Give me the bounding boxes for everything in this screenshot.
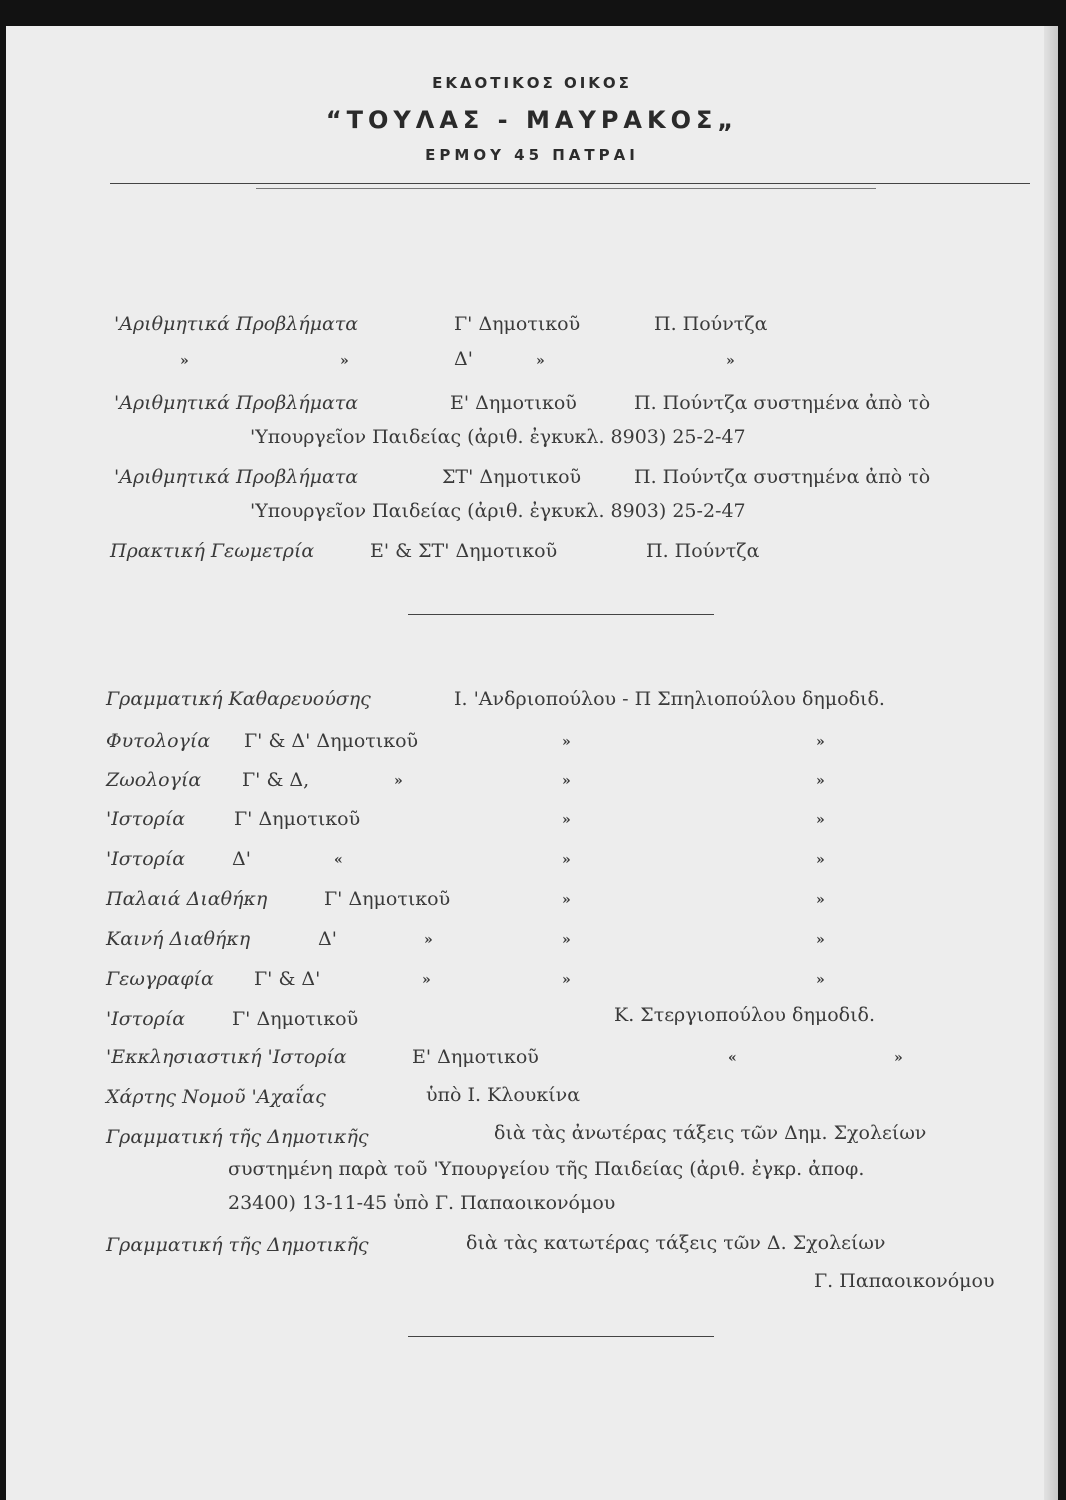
book-title: Γραμματική τῆς Δημοτικῆς xyxy=(106,1234,369,1256)
book-description: διὰ τὰς κατωτέρας τάξεις τῶν Δ. Σχολείων xyxy=(466,1232,886,1254)
ditto-mark: » xyxy=(562,734,571,750)
section-divider xyxy=(408,1336,714,1337)
book-grade: Δ' xyxy=(232,848,251,870)
ditto-mark: » xyxy=(894,1050,903,1066)
publisher-label: ΕΚΔΟΤΙΚΟΣ ΟΙΚΟΣ xyxy=(432,74,632,92)
ditto-mark: » xyxy=(816,734,825,750)
book-author: Γ. Παπαοικονόμου xyxy=(814,1270,995,1292)
header-divider xyxy=(110,183,1030,184)
book-title: 'Αριθμητικά Προβλήματα xyxy=(114,466,359,488)
book-grade: Ε' Δημοτικοῦ xyxy=(412,1046,539,1068)
book-approval: 'Υπουργεῖον Παιδείας (ἀριθ. ἐγκυκλ. 8903) 25-2-47 xyxy=(250,500,746,522)
book-grade: ΣΤ' Δημοτικοῦ xyxy=(442,466,582,488)
ditto-mark: » xyxy=(562,812,571,828)
book-author: Π. Πούντζα xyxy=(646,540,760,562)
book-title: 'Εκκλησιαστική 'Ιστορία xyxy=(106,1046,347,1068)
book-author: Ι. 'Ανδριοπούλου - Π Σπηλιοπούλου δημοδιδ. xyxy=(454,688,885,710)
ditto-mark: » xyxy=(816,892,825,908)
book-author: Π. Πούντζα συστημένα ἀπὸ τὸ xyxy=(634,466,931,488)
book-title: Καινή Διαθήκη xyxy=(106,928,251,950)
book-author: 23400) 13-11-45 ὑπὸ Γ. Παπαοικονόμου xyxy=(228,1192,616,1214)
book-grade: Δ' xyxy=(454,348,473,370)
ditto-mark: » xyxy=(562,972,571,988)
book-grade: Γ' & Δ' Δημοτικοῦ xyxy=(244,730,419,752)
ditto-mark: » xyxy=(816,773,825,789)
book-approval: 'Υπουργεῖον Παιδείας (ἀριθ. ἐγκυκλ. 8903) 25-2-47 xyxy=(250,426,746,448)
ditto-mark: » xyxy=(726,353,735,369)
book-grade: Γ' Δημοτικοῦ xyxy=(234,808,361,830)
book-grade: Γ' Δημοτικοῦ xyxy=(454,313,581,335)
book-title: Γραμματική τῆς Δημοτικῆς xyxy=(106,1126,369,1148)
ditto-mark: » xyxy=(422,972,431,988)
publisher-address: ΕΡΜΟΥ 45 ΠΑΤΡΑΙ xyxy=(425,146,639,164)
publisher-name: “ΤΟΥΛΑΣ - ΜΑΥΡΑΚΟΣ„ xyxy=(325,106,739,134)
ditto-mark: » xyxy=(816,852,825,868)
ditto-mark: » xyxy=(816,812,825,828)
book-title: 'Αριθμητικά Προβλήματα xyxy=(114,392,359,414)
book-title: 'Ιστορία xyxy=(106,808,186,830)
book-title: Φυτολογία xyxy=(106,730,211,752)
book-grade: Ε' & ΣΤ' Δημοτικοῦ xyxy=(370,540,558,562)
book-title: Γεωγραφία xyxy=(106,968,214,990)
book-description: διὰ τὰς ἀνωτέρας τάξεις τῶν Δημ. Σχολείων xyxy=(494,1122,927,1144)
book-author: ὑπὸ Ι. Κλουκίνα xyxy=(426,1084,581,1106)
book-title: Χάρτης Νομοῦ 'Αχαΐας xyxy=(106,1086,326,1108)
ditto-mark: » xyxy=(394,773,403,789)
book-title: 'Ιστορία xyxy=(106,1008,186,1030)
book-grade: Ε' Δημοτικοῦ xyxy=(450,392,577,414)
book-grade: Γ' & Δ' xyxy=(254,968,321,990)
book-author: Π. Πούντζα xyxy=(654,313,768,335)
book-grade: Γ' Δημοτικοῦ xyxy=(324,888,451,910)
book-page xyxy=(6,26,1058,1500)
ditto-mark: « xyxy=(728,1050,737,1066)
ditto-mark: » xyxy=(562,773,571,789)
ditto-mark: » xyxy=(562,852,571,868)
ditto-mark: » xyxy=(424,932,433,948)
book-approval: συστημένη παρὰ τοῦ 'Υπουργείου τῆς Παιδείας (ἀριθ. ἐγκρ. ἀποφ. xyxy=(228,1158,865,1180)
book-grade: Δ' xyxy=(318,928,337,950)
book-title: Πρακτική Γεωμετρία xyxy=(110,540,315,562)
book-title: Ζωολογία xyxy=(106,769,202,791)
book-grade: Γ' Δημοτικοῦ xyxy=(232,1008,359,1030)
ditto-mark: » xyxy=(816,972,825,988)
ditto-mark: » xyxy=(562,892,571,908)
section-divider xyxy=(408,614,714,615)
book-grade: Γ' & Δ, xyxy=(242,769,310,791)
ditto-mark: « xyxy=(334,852,343,868)
book-title: Γραμματική Καθαρευούσης xyxy=(106,688,371,710)
ditto-mark: » xyxy=(180,353,189,369)
book-title: 'Ιστορία xyxy=(106,848,186,870)
ditto-mark: » xyxy=(340,353,349,369)
book-title: 'Αριθμητικά Προβλήματα xyxy=(114,313,359,335)
header-divider-thin xyxy=(256,188,876,189)
ditto-mark: » xyxy=(816,932,825,948)
book-title: Παλαιά Διαθήκη xyxy=(106,888,268,910)
ditto-mark: » xyxy=(536,353,545,369)
book-author: Π. Πούντζα συστημένα ἀπὸ τὸ xyxy=(634,392,931,414)
ditto-mark: » xyxy=(562,932,571,948)
book-author: Κ. Στεργιοπούλου δημοδιδ. xyxy=(614,1004,875,1026)
page-edge-shadow xyxy=(1044,26,1058,1500)
